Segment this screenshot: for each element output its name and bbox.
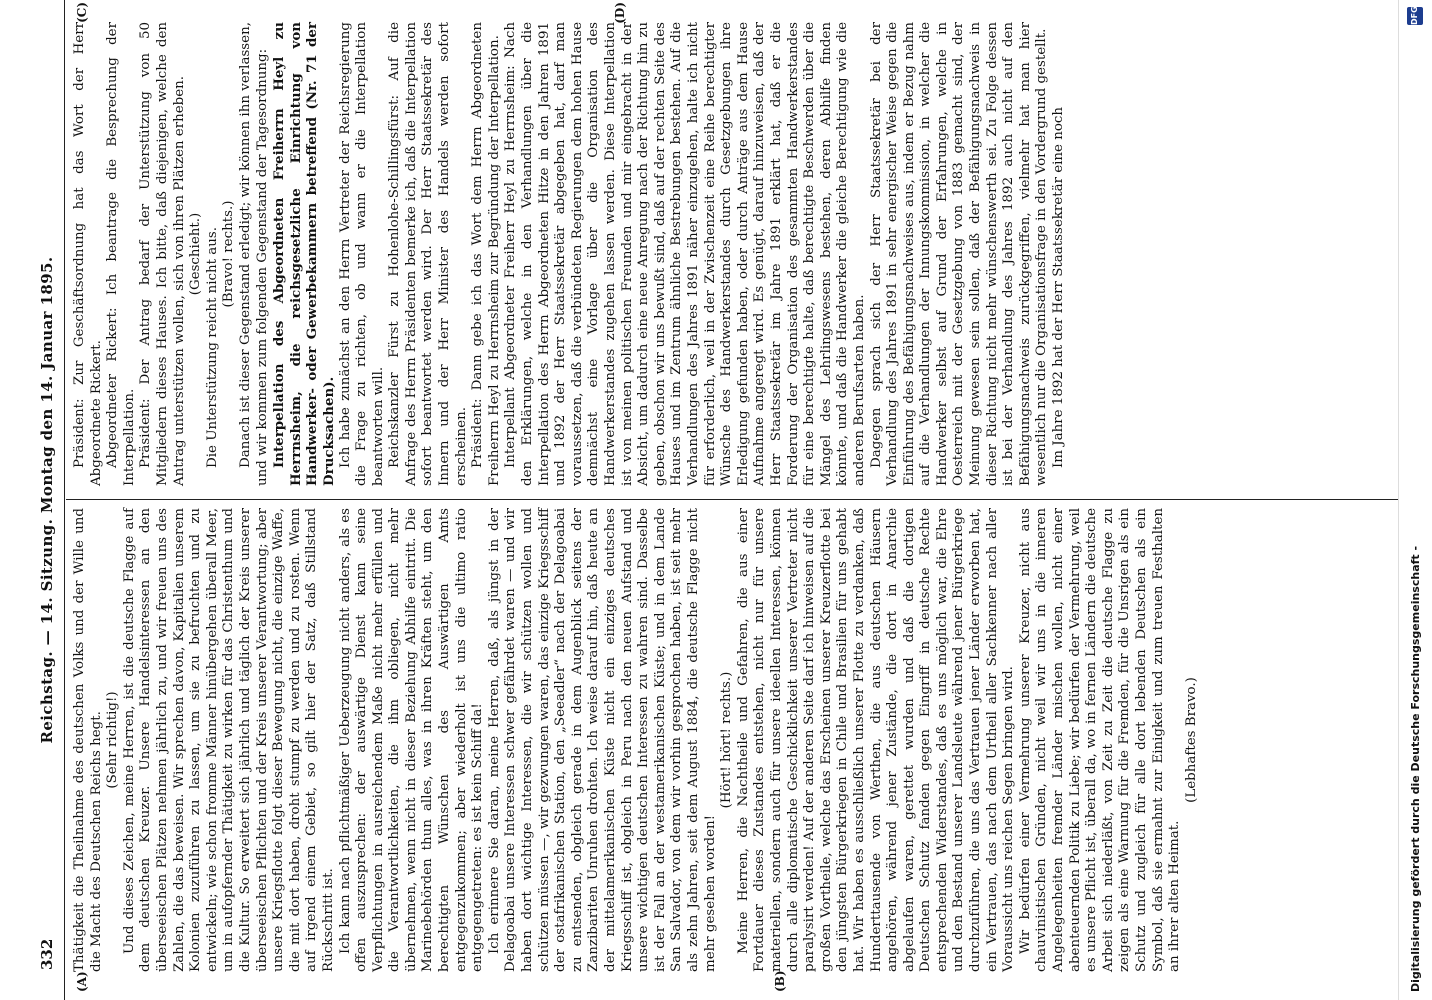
paragraph: Danach ist dieser Gegenstand erledigt; wir können ihn verlassen, und wir kommen zum folgenden Gegenstand der Tagesordnung:: [237, 22, 270, 486]
reaction: (Hört! hört! rechts.): [719, 671, 735, 809]
paragraph: Präsident: Dann gebe ich das Wort dem Herrn Abgeordneten Freiherrn Heyl zu Herrnsheim zur Begründung der Interpellation.: [470, 22, 502, 486]
footer-credit: Digitalisierung gefördert durch die Deutsche Forschungsgemeinschaft -: [1409, 545, 1422, 992]
reaction: (Lebhaftes Bravo.): [1183, 677, 1199, 803]
paragraph: Im Jahre 1892 hat der Herr Staatssekretär eine noch: [1051, 106, 1067, 468]
paragraph: Reichskanzler Fürst zu Hohenlohe-Schillingsfürst: Auf die Anfrage des Herrn Präsidenten bemerke ich, daß die Interpellation sofort beantwortet werden wird. Der Herr Staatssekretär des Innern und der Herr Minister des Handels werden sofort erscheinen.: [387, 22, 469, 486]
paragraph: Thätigkeit die Theilnahme des deutschen Volks und der Wille und die Macht des Deutschen Reichs hegt.: [72, 508, 104, 972]
paragraph: Präsident: Der Antrag bedarf der Unterstützung von 50 Mitgliedern dieses Hauses. Ich bitte, daß diejenigen, welche den Antrag unterstützen wollen, sich von ihren Plätzen erheben.: [138, 22, 187, 486]
paragraph: Ich kann nach pflichtmäßiger Ueberzeugung nicht anders, als es offen auszusprechen: der auswärtige Dienst kann seine Verpflichtungen in ausreichendem Maße nicht mehr erfüllen und die Verantwortlichkeiten, die ihm obliegen, nicht mehr übernehmen, wenn nicht in dieser Beziehung Abhilfe eintritt. Die Marinebehörden thun alles, was in ihren Kräften steht, um den berechtigten Wünschen des Auswärtigen Amts entgegenzukommen; aber wiederholt ist uns die ultimo ratio entgegengetreten: es ist kein Schiff da!: [337, 508, 486, 972]
right-column: [72, 2, 1068, 486]
left-column: [72, 508, 1200, 992]
dfg-logo: DFG: [1407, 7, 1423, 25]
paragraph: Wir bedürfen einer Vermehrung unserer Kreuzer, nicht aus chauvinistischen Gründen, nicht weil wir uns in die inneren Angelegenheiten fremder Länder mischen wollen, nicht einer abenteuernden Politik zu Liebe; wir bedürfen der Vermehrung, weil es unsere Pflicht ist, überall da, wo in fernen Ländern die deutsche Arbeit sich niederläßt, von Zeit zu Zeit die deutsche Flagge zu zeigen als eine Warnung für die Fremden, für die Unsrigen als ein Schutz und zugleich für alle dort lebenden Deutschen als ein Symbol, daß sie ermahnt zur Einigkeit und zum treuen Festhalten an ihrer alten Heimat.: [1017, 508, 1183, 972]
paragraph: Die Unterstützung reicht nicht aus.: [204, 227, 220, 468]
paragraph: Und dieses Zeichen, meine Herren, ist die deutsche Flagge auf dem deutschen Kreuzer. Unsere Handelsinteressen an den überseeischen Plätzen nehmen jährlich zu, und wir freuen uns des Zahlen, die das beweisen. Wir sprechen davon, Kapitalien unserem Kolonien zuzuführen zu lassen, um sie zu befruchten und zu entwickeln; wie schon fromme Männer hinübergehen überall Meer, um in aufopfernder Thätigkeit zu wirken für das Christenthum und die Kultur. So erweitert sich jährlich und täglich der Kreis unserer überseeischen Pflichten und der Kreis unserer Verantwortung; aber unsere Kriegsflotte folgt dieser Bewegung nicht, die einzige Waffe, die mit dort haben, droht stumpf zu werden und zu rosten. Wenn auf irgend einem Gebiet, so gilt hier der Satz, daß Stillstand Rückschritt ist.: [121, 508, 336, 972]
reaction: (Bravo! rechts.): [221, 200, 237, 308]
paragraph: Dagegen sprach sich der Herr Staatssekretär bei der Verhandlung des Jahres 1891 in sehr energischer Weise gegen die Einführung des Befähigungsnachweises aus, indem er Bezug nahm auf die Verhandlungen der Innungskommission, in welcher die Handwerker selbst auf Grund der Erfahrungen, welche in Oesterreich mit der Gesetzgebung von 1883 gemacht sind, der Meinung gewesen sein sollen, daß der Befähigungsnachweis in dieser Richtung nicht mehr wünschenswerth sei. Zu Folge dessen ist bei der Verhandlung des Jahres 1892 auch nicht auf den Befähigungsnachweis zurückgegriffen, vielmehr hat man hier wesentlich nur die Organisationsfrage in den Vordergrund gestellt.: [868, 22, 1050, 486]
margin-mark-b: (B): [773, 970, 787, 992]
margin-mark-a: (A): [75, 971, 89, 992]
column-divider: [66, 499, 1398, 500]
paragraph: Präsident: Zur Geschäftsordnung hat das Wort der Herr Abgeordnete Rickert.: [72, 22, 104, 486]
paragraph: Ich erinnere Sie daran, meine Herren, daß, als jüngst in der Delagoabai unsere Interessen schwer gefährdet waren — und wir haben dort wichtige Interessen, die wir schützen wollen und schützen müssen —, wir gezwungen waren, das einzige Kriegsschiff der ostafrikanischen Station, den „Seeadler“ nach der Delagoabai zu entsenden, obgleich gerade in dem Augenblick seitens der Zanzibariten Unruhen drohten. Ich weise darauf hin, daß heute an der mittelamerikanischen Küste nicht ein einziges deutsches Kriegsschiff ist, obgleich in Peru nach den neuen Aufstand und unsere wichtigen deutschen Interessen zu wahren sind. Dasselbe ist der Fall an der westamerikanischen Küste; und in dem Lande San Salvador, von dem wir vorhin gesprochen haben, ist seit mehr als zehn Jahren, seit dem August 1884, die deutsche Flagge nicht mehr gesehen worden!: [486, 508, 718, 972]
running-header: [34, 0, 65, 1000]
page-number: 332: [38, 938, 56, 970]
paragraph: Ich habe zunächst an den Herrn Vertreter der Reichsregierung die Frage zu richten, ob und wann er die Interpellation beantworten will.: [337, 22, 386, 486]
running-title: Reichstag. — 14. Sitzung. Montag den 14. Januar 1895.: [38, 256, 56, 744]
margin-mark-c: (C): [75, 2, 89, 23]
paragraph: Meine Herren, die Nachtheile und Gefahren, die aus einer Fortdauer dieses Zustandes entstehen, nicht nur für unsere materiellen, sondern auch für unsere ideellen Interessen, können durch alle diplomatische Geschicklichkeit unserer Vertreter nicht paralysirt werden! Auf der anderen Seite darf ich hinweisen auf die großen Vortheile, welche das Erscheinen unserer Kreuzerflotte bei den jüngsten Bürgerkriegen in Chile und Brasilien für uns gehabt hat. Wir haben es ausschließlich unserer Flotte zu verdanken, daß Hunderttausende von Werthen, die aus deutschen Häusern angehören, während jener Zustände, die dort in Anarchie abgelaufen waren, gerettet wurden und daß die dortigen Deutschen Schutz fanden gegen Eingriff in deutsche Rechte entsprechenden Widerstandes, daß es uns möglich war, die Ehre und den Bestand unserer Landsleute während jener Bürgerkriege durchzuführen, die uns das Vertrauen jener Länder erworben hat, ein Vertrauen, das nach dem Urtheil aller Sachkenner nach aller Voraussicht uns reichen Segen bringen wird.: [735, 508, 1017, 972]
paragraph: Abgeordneter Rickert: Ich beantrage die Besprechung der Interpellation.: [105, 22, 137, 486]
reaction: (Geschieht.): [188, 212, 204, 296]
digitization-footer: [1398, 0, 1432, 1000]
agenda-item: Interpellation des Abgeordneten Freiherrn Heyl zu Herrnsheim, die reichsgesetzliche Einrichtung von Handwerker- oder Gewerbekammern betreffend (Nr. 71 der Drucksachen).: [271, 22, 337, 486]
paragraph: Interpellant Abgeordneter Freiherr Heyl zu Herrnsheim: Nach den Erklärungen, welche in den Verhandlungen über die Interpellation des Herrn Abgeordneten Hitze in den Jahren 1891 und 1892 der Herr Staatssekretär abgegeben hat, darf man voraussetzen, daß die verbündeten Regierungen dem hohen Hause demnächst eine Vorlage über die Organisation des Handwerkerstandes zugehen lassen werden. Diese Interpellation ist von meinen politischen Freunden und mir eingebracht in der Absicht, um dadurch eine neue Anregung nach der Richtung hin zu geben, obschon wir uns bewußt sind, daß auf der rechten Seite des Hauses und im Zentrum ähnliche Bestrebungen bestehen. Auf die Verhandlungen des Jahres 1891 näher einzugehen, halte ich nicht für erforderlich, weil in der Zwischenzeit eine Reihe berechtigter Wünsche des Handwerkerstandes durch Gesetzgebungen ihre Erledigung gefunden haben, oder durch Anträge aus dem Hause Aufnahme angeregt wird. Es genügt, darauf hinzuweisen, daß der Herr Staatssekretär im Jahre 1891 erklärt hat, daß er die Forderung der Organisation des gesammten Handwerkerstandes für eine berechtigte halte, daß berechtigte Beschwerden über die Mängel des Lehrlingswesens bestehen, deren Abhilfe finden könnte, und daß die Handwerker die gleiche Berechtigung wie die anderen Berufsarten haben.: [503, 22, 867, 486]
margin-mark-d: (D): [613, 2, 627, 24]
reaction: (Sehr richtig!): [105, 691, 121, 789]
